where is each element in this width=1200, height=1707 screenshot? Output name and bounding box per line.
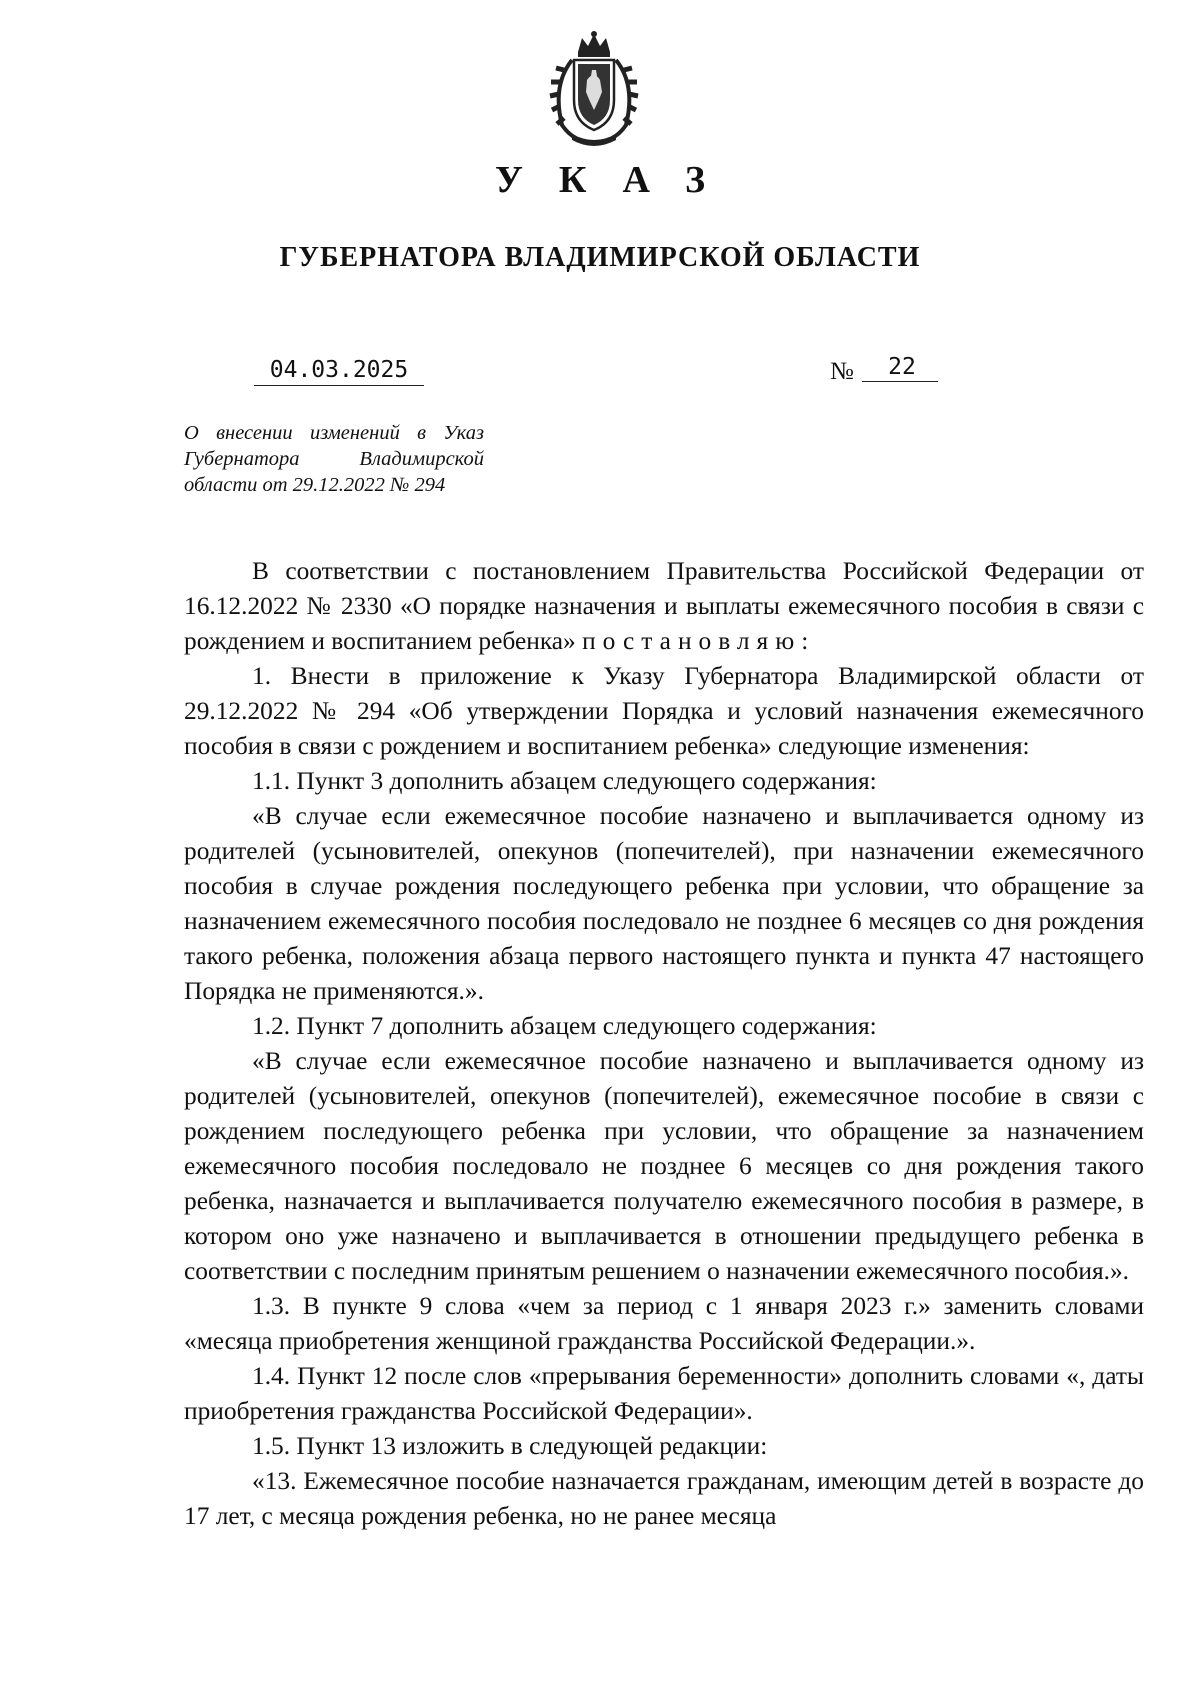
paragraph-1-4: 1.4. Пункт 12 после слов «прерывания беременности» дополнить словами «, даты приобретения гражданства Российской Федерации». <box>184 1362 1144 1425</box>
paragraph-1-2-text: «В случае если ежемесячное пособие назначено и выплачивается одному из родителей (усыновителей, опекунов (попечителей), ежемесячное пособие в связи с рождением последующего ребенка при условии, что обращение за назначением ежемесячного пособия последовало не позднее 6 месяцев со дня рождения такого ребенка, назначается и выплачивается получателю ежемесячного пособия в размере, в котором оно уже назначено и выплачивается в отношении предыдущего ребенка в соответствии с последним принятым решением о назначении ежемесячного пособия.». <box>184 1047 1144 1285</box>
preamble-paragraph <box>184 554 1144 659</box>
paragraph-1: 1. Внести в приложение к Указу Губернатора Владимирской области от 29.12.2022 № 294 «Об утверждении Порядка и условий назначения ежемесячного пособия в связи с рождением и воспитанием ребенка» следующие изменения: <box>184 662 1144 760</box>
document-number: 22 <box>862 353 938 382</box>
number-label: № <box>830 358 854 385</box>
paragraph-1-5: 1.5. Пункт 13 изложить в следующей редакции: <box>252 1432 768 1460</box>
paragraph-1-1: 1.1. Пункт 3 дополнить абзацем следующего содержания: <box>252 767 877 795</box>
paragraph-1-1-text: «В случае если ежемесячное пособие назначено и выплачивается одному из родителей (усыновителей, опекунов (попечителей), при назначении ежемесячного пособия в случае рождения последующего ребенка при условии, что обращение за назначением ежемесячного пособия последовало не позднее 6 месяцев со дня рождения такого ребенка, положения абзаца первого настоящего пункта и пункта 47 настоящего Порядка не применяются.». <box>184 802 1144 1005</box>
paragraph-1-3: 1.3. В пункте 9 слова «чем за период с 1 января 2023 г.» заменить словами «месяца приобретения женщиной гражданства Российской Федерации.». <box>184 1292 1144 1355</box>
document-body <box>184 554 1144 1534</box>
document-subject <box>184 420 484 498</box>
subject-line: Губернатора Владимирской <box>184 448 484 470</box>
decree-word: постановляю: <box>582 627 816 655</box>
document-date: 04.03.2025 <box>254 356 424 386</box>
subject-line: области от 29.12.2022 № 294 <box>184 474 446 496</box>
paragraph-1-2: 1.2. Пункт 7 дополнить абзацем следующего содержания: <box>252 1012 877 1040</box>
document-issuer: ГУБЕРНАТОРА ВЛАДИМИРСКОЙ ОБЛАСТИ <box>279 242 921 273</box>
paragraph-13-text: «13. Ежемесячное пособие назначается гражданам, имеющим детей в возрасте до 17 лет, с месяца рождения ребенка, но не ранее месяца <box>184 1467 1144 1530</box>
preamble-text: В соответствии с постановлением Правительства Российской Федерации от 16.12.2022 № 2330 «О порядке назначения и выплаты ежемесячного пособия в связи с рождением и воспитанием ребенка» <box>184 557 1144 655</box>
coat-of-arms-emblem <box>542 30 646 150</box>
subject-line: О внесении изменений в Указ <box>184 422 484 444</box>
document-title: УКАЗ <box>495 159 741 201</box>
